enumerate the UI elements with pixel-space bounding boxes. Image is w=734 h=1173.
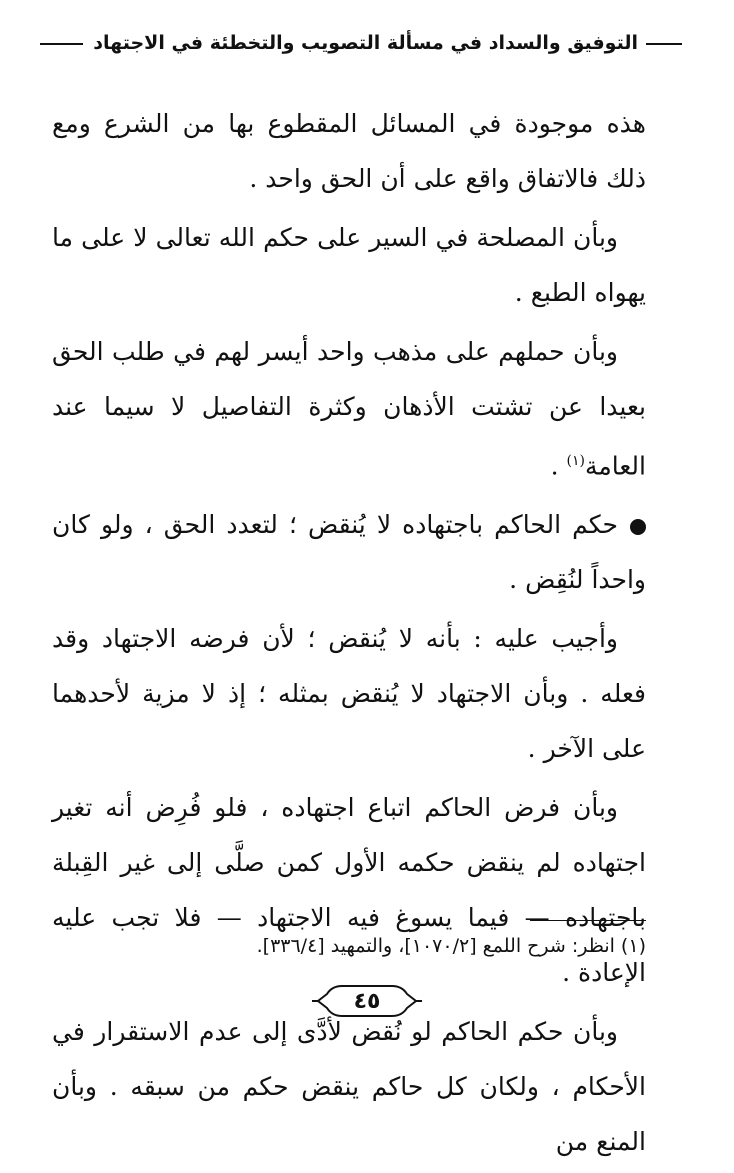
page-number (312, 982, 422, 1020)
paragraph-text: حكم الحاكم باجتهاده لا يُنقض ؛ لتعدد الحق ، ولو كان واحداً لنُقِض . (52, 510, 646, 595)
header-rule (40, 43, 83, 45)
paragraph-5 (52, 611, 646, 776)
footnote-ref: (١) (566, 453, 585, 469)
bullet-icon (630, 519, 646, 535)
paragraph-6 (52, 780, 646, 1000)
paragraph-3 (52, 324, 646, 493)
header-lead-rule (646, 43, 682, 45)
paragraph-text: وأجيب عليه : بأنه لا يُنقض ؛ لأن فرضه الاجتهاد وقد فعله . وبأن الاجتهاد لا يُنقض بمثله ؛ إذ لا مزية لأحدهما على الآخر . (52, 624, 646, 764)
paragraph-text: وبأن حكم الحاكم لو نُقض لأدَّى إلى عدم الاستقرار في الأحكام ، ولكان كل حاكم ينقض حكم من سبقه . وبأن المنع من (52, 1017, 646, 1157)
paragraph-7 (52, 1004, 646, 1169)
paragraph-2 (52, 210, 646, 320)
footnote-divider (530, 920, 646, 921)
paragraph-4 (52, 497, 646, 607)
paragraph-tail: . (550, 451, 567, 481)
footnote: (١) انظر: شرح اللمع [١٠٧٠/٢]، والتمهيد [٣٣٦/٤]. (256, 935, 646, 957)
paragraph-1 (52, 96, 646, 206)
header-title: التوفيق والسداد في مسألة التصويب والتخطئة في الاجتهاد (93, 32, 638, 54)
paragraph-text: وبأن فرض الحاكم اتباع اجتهاده ، فلو فُرِض أنه تغير اجتهاده لم ينقض حكمه الأول كمن صلَّى إلى غير القِبلة باجتهاده — فيما يسوغ فيه الاجتهاد — فلا تجب عليه الإعادة . (52, 793, 646, 988)
running-header (40, 28, 682, 58)
paragraph-text: هذه موجودة في المسائل المقطوع بها من الشرع ومع ذلك فالاتفاق واقع على أن الحق واحد . (52, 109, 646, 193)
paragraph-text: وبأن المصلحة في السير على حكم الله تعالى لا على ما يهواه الطبع . (52, 223, 646, 307)
page-number-text: ٤٥ (353, 988, 381, 1014)
paragraph-text: وبأن حملهم على مذهب واحد أيسر لهم في طلب الحق بعيدا عن تشتت الأذهان وكثرة التفاصيل لا سيما عند العامة (52, 337, 646, 481)
